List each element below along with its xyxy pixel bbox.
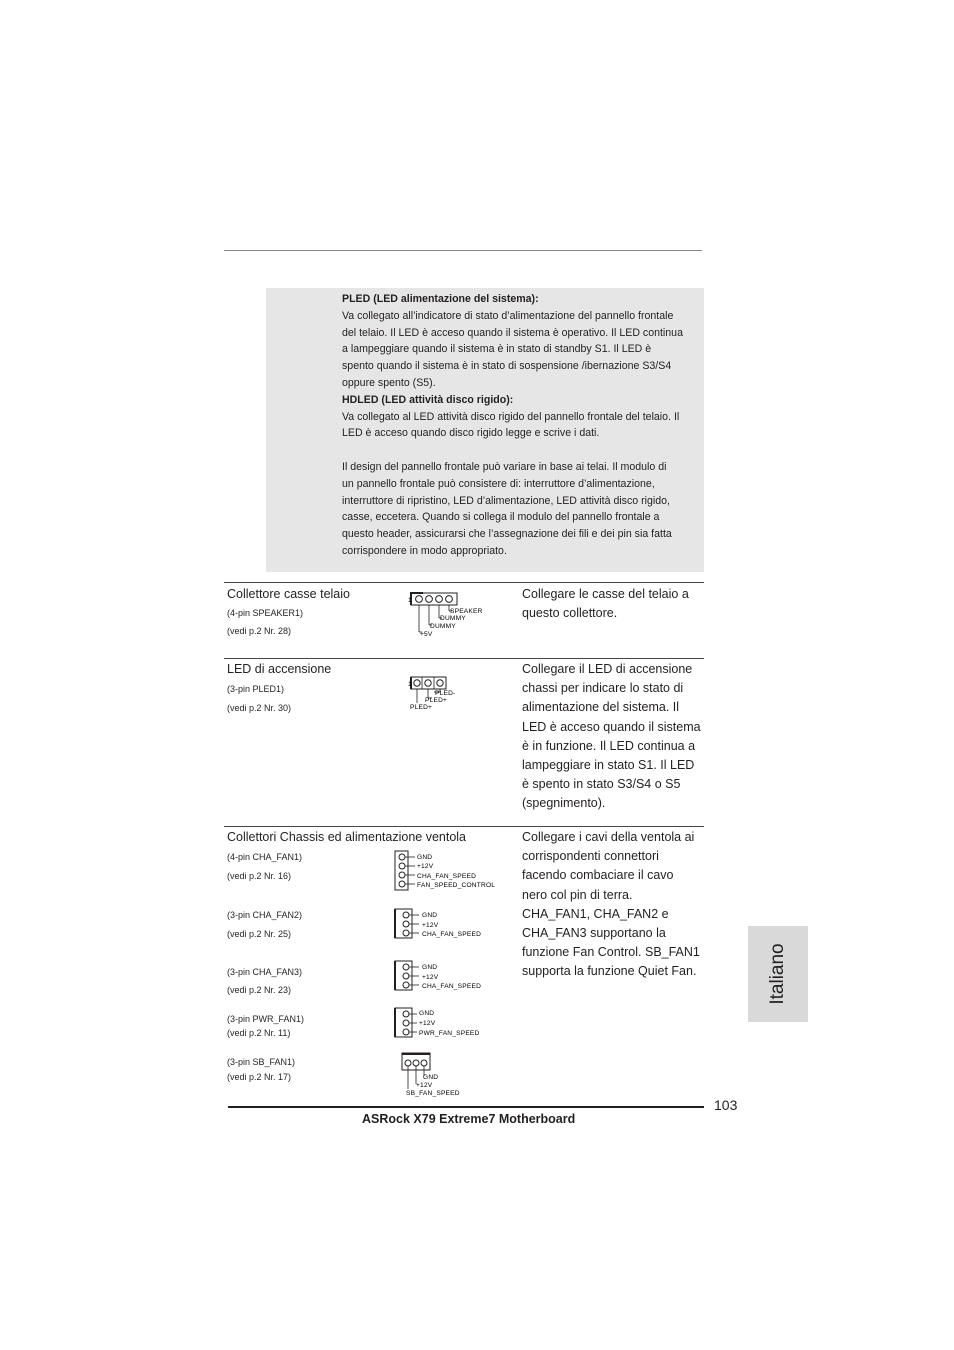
pin-label: DUMMY [430, 623, 456, 630]
footer-rule [228, 1106, 704, 1108]
pled-description [522, 660, 701, 814]
pled-header-diagram [408, 676, 468, 712]
pin-label: +12V [422, 922, 439, 929]
description-line: CHA_FAN1, CHA_FAN2 e [522, 906, 669, 921]
pled-line: spento quando il sistema è in stato di sospensione /ibernazione S3/S4 [342, 360, 672, 373]
design-line: interruttore di ripristino, LED d’alimentazione, LED attività disco rigido, [342, 494, 670, 507]
page-number: 103 [714, 1097, 738, 1113]
fans-description [522, 828, 700, 982]
description-line: (spegnimento). [522, 796, 606, 811]
pin-label: +12V [416, 1082, 433, 1089]
pled-title: LED di accensione [227, 662, 332, 676]
top-rule [224, 250, 702, 251]
description-line: funzione Fan Control. SB_FAN1 [522, 945, 700, 960]
section-divider [224, 582, 704, 583]
pin-label: FAN_SPEED_CONTROL [417, 882, 496, 889]
hdled-line: LED è acceso quando disco rigido legge e scrive i dati. [342, 427, 600, 440]
description-line: LED è acceso quando il sistema [522, 719, 701, 734]
description-line: CHA_FAN3 supportano la [522, 926, 666, 941]
speaker-header-diagram [408, 592, 488, 640]
pled-line: a lampeggiare quando il sistema è in stato di standby S1. Il LED è [342, 343, 652, 356]
description-line: Collegare i cavi della ventola ai [522, 830, 695, 844]
pin-label: +12V [422, 974, 439, 981]
pin-label: SPEAKER [450, 608, 483, 615]
pled-pin: (3-pin PLED1) [227, 684, 285, 694]
pin-label: PLED- [435, 690, 456, 697]
pwr-fan1-header-diagram [394, 1007, 504, 1039]
cha-fan2-header-diagram [394, 908, 504, 940]
pin-label: GND [417, 854, 433, 861]
speaker-pin: (4-pin SPEAKER1) [227, 608, 304, 618]
language-tab [748, 926, 808, 1022]
hdled-line: Va collegato al LED attività disco rigido del pannello frontale del telaio. Il [342, 410, 680, 423]
cha-fan2-ref: (vedi p.2 Nr. 25) [227, 929, 292, 939]
fans-title: Collettori Chassis ed alimentazione ventola [227, 830, 467, 844]
description-line: Collegare le casse del telaio a [522, 587, 689, 601]
pled-ref: (vedi p.2 Nr. 30) [227, 703, 292, 713]
description-line: è in funzione. Il LED continua a [522, 738, 696, 753]
cha-fan2-pin: (3-pin CHA_FAN2) [227, 910, 303, 920]
pwr-fan1-ref: (vedi p.2 Nr. 11) [227, 1028, 291, 1038]
cha-fan3-ref: (vedi p.2 Nr. 23) [227, 985, 292, 995]
description-line: è spento in stato S3/S4 o S5 [522, 777, 681, 792]
cha-fan1-pin: (4-pin CHA_FAN1) [227, 852, 303, 862]
cha-fan1-header-diagram [394, 850, 504, 892]
pin-label: PWR_FAN_SPEED [419, 1030, 480, 1037]
pin-label: GND [423, 1074, 439, 1081]
footer-title: ASRock X79 Extreme7 Motherboard [362, 1112, 576, 1126]
pin1-marker: 1 [408, 681, 412, 688]
pin-label: CHA_FAN_SPEED [417, 873, 477, 880]
design-line: casse, eccetera. Quando si collega il modulo del pannello frontale a [342, 511, 660, 524]
pled-line: del telaio. Il LED è acceso quando il sistema è operativo. Il LED continua [342, 326, 683, 339]
design-line: un pannello frontale può consistere di: interruttore d’alimentazione, [342, 477, 655, 490]
description-line: chassi per indicare lo stato di [522, 681, 684, 696]
cha-fan3-pin: (3-pin CHA_FAN3) [227, 967, 303, 977]
pwr-fan1-pin: (3-pin PWR_FAN1) [227, 1014, 305, 1024]
pin-label: PLED+ [425, 697, 448, 704]
description-line: alimentazione del sistema. Il [522, 700, 680, 715]
description-line: corrispondenti connettori [522, 849, 659, 864]
pled-heading: PLED (LED alimentazione del sistema): [342, 293, 539, 305]
pled-line: oppure spento (S5). [342, 376, 436, 389]
hdled-heading: HDLED (LED attività disco rigido): [342, 393, 514, 406]
section-divider [224, 826, 704, 827]
language-tab-label: Italiano [767, 943, 788, 1005]
section-divider [224, 658, 704, 659]
speaker-ref: (vedi p.2 Nr. 28) [227, 626, 292, 636]
design-line: questo header, assicurarsi che l’assegnazione dei fili e dei pin sia fatta [342, 528, 672, 541]
pin-label: CHA_FAN_SPEED [422, 983, 482, 990]
speaker-description [522, 585, 689, 623]
pin-label: DUMMY [440, 615, 466, 622]
sb-fan1-header-diagram [400, 1052, 470, 1098]
pin-label: +12V [417, 863, 434, 870]
cha-fan1-ref: (vedi p.2 Nr. 16) [227, 871, 292, 881]
speaker-title: Collettore casse telaio [227, 587, 350, 601]
pin-label: +5V [420, 631, 433, 638]
description-line: supporta la funzione Quiet Fan. [522, 964, 697, 979]
design-line: Il design del pannello frontale può variare in base ai telai. Il modulo di [342, 460, 667, 473]
cha-fan3-header-diagram [394, 960, 504, 992]
sb-fan1-ref: (vedi p.2 Nr. 17) [227, 1072, 292, 1082]
pin-label: PLED+ [410, 704, 433, 711]
pin-label: GND [422, 912, 438, 919]
pin-label: CHA_FAN_SPEED [422, 931, 482, 938]
description-line: lampeggiare in stato S1. Il LED [522, 758, 695, 773]
pled-line: Va collegato all’indicatore di stato d’alimentazione del pannello frontale [342, 309, 674, 322]
pin-label: GND [422, 964, 438, 971]
pin-label: GND [419, 1010, 435, 1017]
design-line: corrispondere in modo appropriato. [342, 544, 507, 557]
description-line: nero col pin di terra. [522, 887, 633, 902]
description-line: questo collettore. [522, 606, 618, 621]
pin-label: +12V [419, 1020, 436, 1027]
sb-fan1-pin: (3-pin SB_FAN1) [227, 1057, 296, 1067]
info-box-text [342, 291, 704, 560]
pin1-marker: 1 [408, 597, 412, 604]
description-line: Collegare il LED di accensione [522, 662, 693, 676]
description-line: facendo combaciare il cavo [522, 868, 674, 883]
pin-label: SB_FAN_SPEED [406, 1090, 460, 1097]
